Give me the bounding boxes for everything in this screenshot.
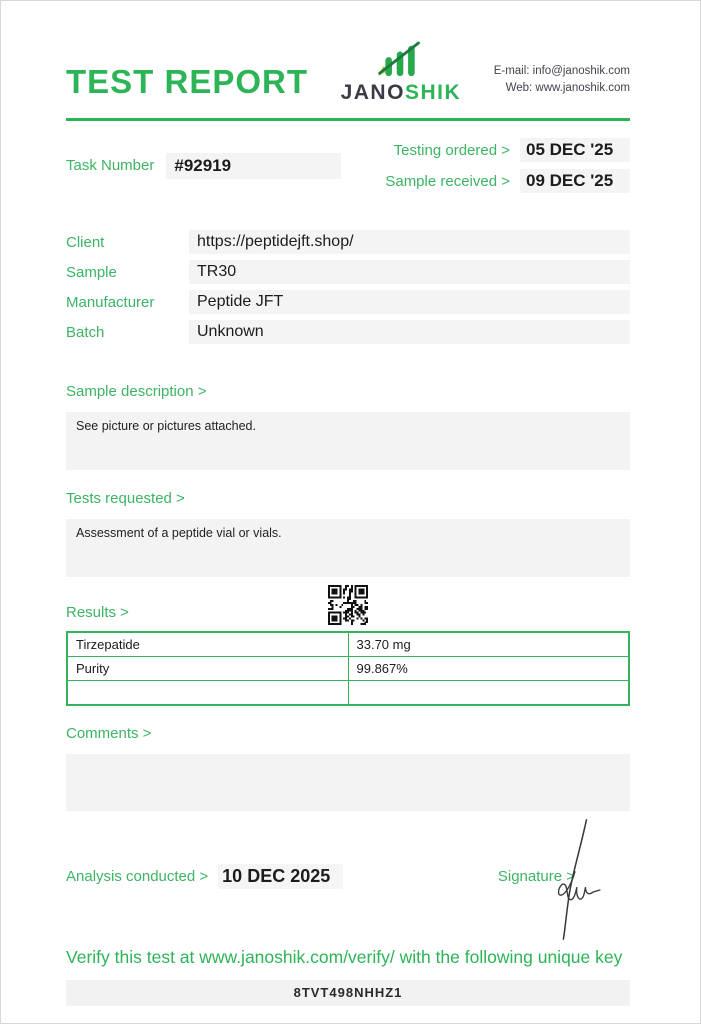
dates-group <box>385 138 630 193</box>
manufacturer-value: Peptide JFT <box>189 290 630 314</box>
result-value <box>348 681 629 705</box>
comments-section <box>66 725 630 811</box>
comments-box <box>66 754 630 811</box>
verify-text: Verify this test at www.janoshik.com/verify/ with the following unique key <box>66 946 623 967</box>
sample-received-value: 09 DEC '25 <box>520 169 630 193</box>
footer-row <box>66 864 630 889</box>
analysis-conducted-group <box>66 864 343 889</box>
qr-code <box>325 583 371 627</box>
result-name: Purity <box>67 657 348 681</box>
testing-ordered-row <box>385 138 630 162</box>
report-header <box>66 1 630 105</box>
tests-requested-section <box>66 490 630 577</box>
sample-label: Sample <box>66 263 117 281</box>
manufacturer-label: Manufacturer <box>66 293 155 311</box>
info-row-sample <box>66 260 630 284</box>
info-row-manufacturer <box>66 290 630 314</box>
results-table <box>66 631 630 706</box>
table-row <box>67 657 629 681</box>
growth-bars-icon <box>374 41 427 79</box>
meta-row <box>66 138 630 193</box>
analysis-date-value: 10 DEC 2025 <box>218 864 343 889</box>
tests-requested-label: Tests requested > <box>66 490 185 507</box>
sample-description-label: Sample description > <box>66 383 207 400</box>
page-title: TEST REPORT <box>66 63 309 100</box>
result-name <box>67 681 348 705</box>
header-divider <box>66 118 630 121</box>
table-row <box>67 632 629 657</box>
client-value: https://peptidejft.shop/ <box>189 230 630 254</box>
email-line: E-mail: info@janoshik.com <box>493 65 630 77</box>
sample-description-section <box>66 383 630 470</box>
sample-received-row <box>385 169 630 193</box>
result-value: 33.70 mg <box>348 632 629 657</box>
batch-label: Batch <box>66 323 105 341</box>
client-label: Client <box>66 233 105 251</box>
sample-received-label: Sample received > <box>385 172 510 190</box>
testing-ordered-value: 05 DEC '25 <box>520 138 630 162</box>
task-number-group <box>66 138 341 193</box>
signature-label: Signature > <box>497 867 575 885</box>
task-number-label: Task Number <box>66 157 155 174</box>
unique-key-value: 8TVT498NHHZ1 <box>66 980 630 1006</box>
info-row-batch <box>66 320 630 344</box>
table-row <box>67 681 629 705</box>
sample-description-box: See picture or pictures attached. <box>66 412 630 470</box>
task-number-value: #92919 <box>166 153 341 179</box>
signature-image <box>544 816 602 941</box>
batch-value: Unknown <box>189 320 630 344</box>
analysis-conducted-label: Analysis conducted > <box>66 867 209 885</box>
result-value: 99.867% <box>348 657 629 681</box>
logo-wordmark: JANOSHIK <box>340 81 462 104</box>
contact-info <box>494 41 630 97</box>
sample-info-block <box>66 230 630 344</box>
results-label: Results > <box>66 604 129 621</box>
comments-label: Comments > <box>66 724 152 742</box>
janoshik-logo <box>308 41 494 105</box>
web-line: Web: www.janoshik.com <box>505 82 630 94</box>
sample-value: TR30 <box>189 260 630 284</box>
results-section-head <box>66 583 630 629</box>
info-row-client <box>66 230 630 254</box>
result-name: Tirzepatide <box>67 632 348 657</box>
testing-ordered-label: Testing ordered > <box>393 141 510 159</box>
tests-requested-box: Assessment of a peptide vial or vials. <box>66 519 630 577</box>
